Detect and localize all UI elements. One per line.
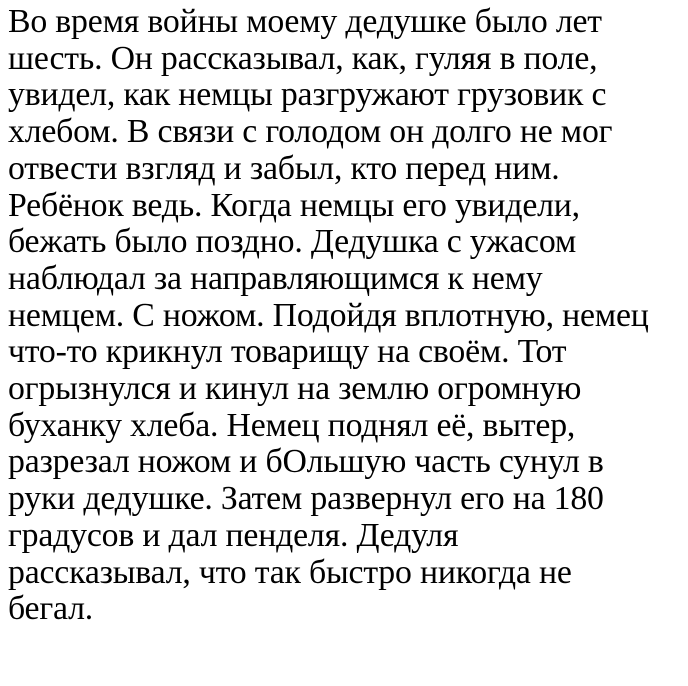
text-line: бегал.	[8, 590, 94, 628]
text-line: увидел, как немцы разгружают грузовик с	[8, 76, 607, 114]
text-line: немцем. С ножом. Подойдя вплотную, немец	[8, 296, 649, 334]
text-line: хлебом. В связи с голодом он долго не мог	[8, 113, 613, 151]
story-text	[8, 4, 688, 628]
text-line: Во время войны моему дедушке было лет	[8, 3, 602, 40]
text-line: бежать было поздно. Дедушка с ужасом	[8, 223, 577, 261]
text-line: буханку хлеба. Немец поднял её, вытер,	[8, 406, 576, 444]
text-line: что-то крикнул товарищу на своём. Тот	[8, 333, 567, 371]
text-line: рассказывал, что так быстро никогда не	[8, 553, 572, 591]
text-line: Ребёнок ведь. Когда немцы его увидели,	[8, 186, 580, 224]
text-line: отвести взгляд и забыл, кто перед ним.	[8, 149, 560, 187]
text-line: разрезал ножом и бОльшую часть сунул в	[8, 443, 604, 481]
text-line: шесть. Он рассказывал, как, гуляя в поле,	[8, 39, 598, 77]
text-line: градусов и дал пенделя. Дедуля	[8, 516, 459, 554]
text-line: руки дедушке. Затем развернул его на 180	[8, 480, 604, 518]
text-line: наблюдал за направляющимся к нему	[8, 259, 543, 297]
text-line: огрызнулся и кинул на землю огромную	[8, 370, 582, 408]
